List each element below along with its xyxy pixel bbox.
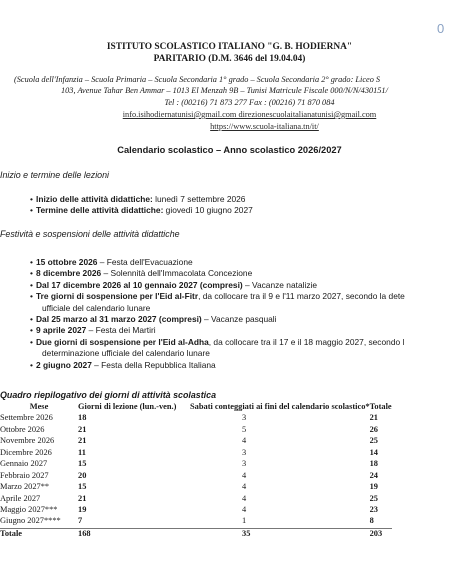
cell-saturdays: 4 — [242, 482, 247, 492]
item-text: – Vacanze pasquali — [201, 314, 277, 325]
list-item — [30, 314, 405, 325]
list-item — [30, 280, 405, 291]
cell-saturdays: 3 — [242, 413, 247, 423]
cell-total: 24 — [369, 470, 378, 480]
summary-table — [0, 402, 392, 540]
item-bold: 15 ottobre 2026 — [36, 257, 98, 267]
cell-month: Marzo 2027** — [0, 482, 50, 492]
cell-total: 21 — [369, 413, 378, 423]
cell-month: Febbraio 2027 — [0, 470, 49, 480]
header-total: Totale — [369, 402, 392, 411]
item-continuation: determinazione ufficiale del calendario lunare — [42, 348, 210, 359]
cell-lesson-days: 19 — [78, 504, 87, 514]
cell-lesson-days: 21 — [78, 424, 87, 434]
cell-saturdays: 35 — [190, 528, 370, 540]
cell-lesson-days: 11 — [78, 447, 86, 457]
school-name: ISTITUTO SCOLASTICO ITALIANO "G. B. HODIERNA" — [106, 42, 353, 52]
cell-month: Gennaio 2027 — [0, 459, 48, 469]
holidays-list — [30, 257, 405, 371]
cell-total: 26 — [369, 424, 378, 434]
summary-body — [0, 413, 392, 540]
item-continuation: ufficiale del calendario lunare — [42, 302, 151, 313]
cell-total: 203 — [370, 528, 392, 540]
cell-lesson-days: 15 — [78, 482, 87, 492]
school-decree: PARITARIO (D.M. 3646 del 19.04.04) — [153, 54, 306, 64]
cell-lesson-days: 7 — [78, 516, 83, 526]
cell-month: Maggio 2027*** — [0, 504, 58, 514]
cell-lesson-days: 21 — [78, 436, 87, 446]
cell-total: 25 — [369, 436, 378, 446]
item-text: lunedì 7 settembre 2026 — [152, 194, 246, 204]
cell-lesson-days: 18 — [78, 413, 87, 423]
cell-total: 8 — [369, 516, 374, 526]
list-item — [30, 194, 253, 205]
cell-saturdays: 5 — [242, 424, 247, 434]
table-row — [0, 448, 392, 459]
item-bold: 9 aprile 2027 — [36, 325, 87, 336]
list-item — [30, 257, 405, 268]
section-heading-summary: Quadro riepilogativo dei giorni di attività scolastica — [0, 390, 217, 400]
item-text: – Vacanze natalizie — [242, 279, 318, 290]
table-row — [0, 436, 392, 447]
cell-lesson-days: 15 — [78, 459, 87, 469]
list-item — [30, 360, 405, 371]
table-row — [0, 494, 392, 505]
school-levels: (Scuola dell'Infanzia – Scuola Primaria – Scuola Secondaria 1° grado – Scuola Secondaria 2° grado: Liceo S — [14, 75, 381, 84]
list-item — [30, 291, 405, 314]
item-text: – Festa dei Martiri — [86, 325, 156, 336]
cell-month: Ottobre 2026 — [0, 424, 45, 434]
cell-saturdays: 4 — [242, 504, 247, 514]
cell-total: 25 — [369, 493, 378, 503]
table-row — [0, 413, 392, 424]
item-bold: 8 dicembre 2026 — [36, 268, 102, 279]
item-bold: Dal 17 dicembre 2026 al 10 gennaio 2027 (compresi) — [36, 279, 243, 290]
item-text: – Festa dell'Evacuazione — [97, 257, 193, 267]
header-month: Mese — [29, 402, 49, 411]
item-bold: Inizio delle attività didattiche: — [36, 194, 153, 204]
item-bold: Due giorni di sospensione per l'Eid al-Adha — [36, 336, 209, 347]
school-address: 103, Avenue Tahar Ben Ammar – 1013 El Menzah 9B – Tunisi Matricule Fiscale 000/N/N/430151/ — [61, 86, 388, 95]
item-bold: Dal 25 marzo al 31 marzo 2027 (compresi) — [36, 314, 202, 325]
item-text: – Solennità dell'Immacolata Concezione — [101, 268, 253, 279]
cell-total: 23 — [369, 504, 378, 514]
cell-saturdays: 3 — [242, 459, 247, 469]
table-row — [0, 482, 392, 493]
cell-lesson-days: 21 — [78, 493, 87, 503]
cell-month: Novembre 2026 — [0, 436, 55, 446]
cell-month: Totale — [0, 528, 78, 540]
cell-saturdays: 4 — [242, 470, 247, 480]
cell-saturdays: 4 — [242, 493, 247, 503]
cell-month: Dicembre 2026 — [0, 447, 52, 457]
table-row — [0, 459, 392, 470]
cell-saturdays: 4 — [242, 436, 247, 446]
item-text: – Festa della Repubblica Italiana — [91, 359, 216, 370]
section-heading-lessons: Inizio e termine delle lezioni — [0, 170, 110, 180]
page-number: 0 — [437, 21, 447, 36]
table-row — [0, 516, 392, 528]
list-item — [30, 325, 405, 336]
item-bold: 2 giugno 2027 — [36, 359, 92, 370]
list-item — [30, 268, 405, 279]
item-bold: Termine delle attività didattiche: — [36, 205, 164, 216]
list-item — [30, 337, 405, 360]
cell-saturdays: 3 — [242, 447, 247, 457]
cell-month: Settembre 2026 — [0, 413, 53, 423]
lessons-list — [30, 194, 253, 217]
table-total-row — [0, 528, 392, 540]
cell-total: 14 — [369, 447, 378, 457]
cell-total: 18 — [369, 459, 378, 469]
cell-lesson-days: 20 — [78, 470, 87, 480]
item-text: , da collocare tra il 17 e il 18 maggio 2027, secondo l — [208, 336, 405, 347]
table-row — [0, 425, 392, 436]
cell-month: Giugno 2027**** — [0, 516, 61, 526]
school-emails[interactable]: info.isihodiernatunisi@gmail.com direzionescuolaitalianatunisi@gmail.com — [122, 110, 377, 119]
cell-saturdays: 1 — [242, 516, 247, 526]
calendar-title: Calendario scolastico – Anno scolastico 2026/2027 — [117, 145, 342, 155]
cell-month: Aprile 2027 — [0, 493, 41, 503]
item-bold: Tre giorni di sospensione per l'Eid al-Fitr — [36, 291, 199, 302]
header-lesson-days: Giorni di lezione (lun.-ven.) — [78, 402, 177, 411]
item-text: , da collocare tra il 9 e l'11 marzo 2027, secondo la dete — [198, 291, 405, 302]
school-website[interactable]: https://www.scuola-italiana.tn/it/ — [210, 122, 319, 131]
cell-lesson-days: 168 — [78, 528, 190, 540]
header-saturdays: Sabati conteggiati ai fini del calendario scolastico* — [190, 402, 370, 411]
cell-total: 19 — [369, 482, 378, 492]
table-row — [0, 505, 392, 516]
school-phone: Tel : (00216) 71 873 277 Fax : (00216) 71 870 084 — [164, 98, 335, 107]
list-item — [30, 205, 253, 216]
item-text: giovedì 10 giugno 2027 — [163, 205, 253, 216]
section-heading-holidays: Festività e sospensioni delle attività didattiche — [0, 229, 180, 239]
table-header-row — [0, 402, 392, 413]
table-row — [0, 471, 392, 482]
